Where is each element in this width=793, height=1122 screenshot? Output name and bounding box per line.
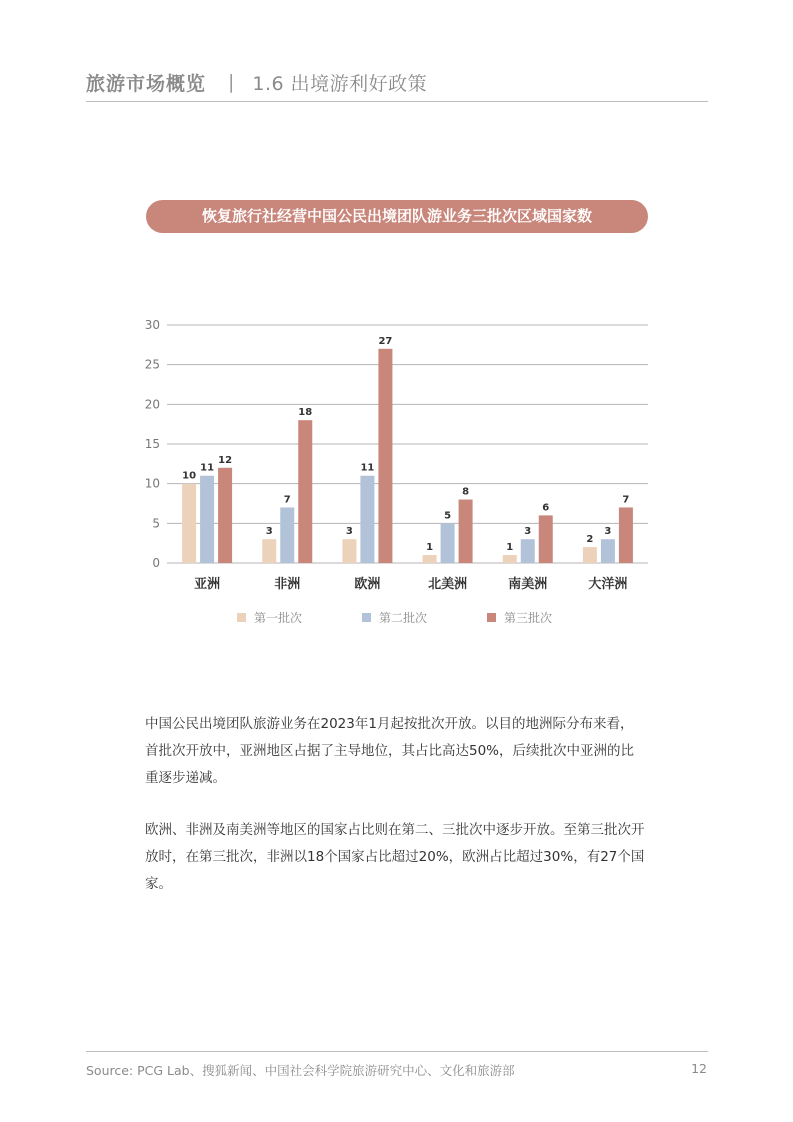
bar bbox=[503, 555, 517, 563]
data-label: 27 bbox=[378, 335, 393, 347]
bar bbox=[423, 555, 437, 563]
data-label: 11 bbox=[360, 462, 375, 474]
bar bbox=[182, 484, 196, 563]
source-note: Source: PCG Lab、搜狐新闻、中国社会科学院旅游研究中心、文化和旅游部 bbox=[86, 1063, 515, 1078]
bar bbox=[218, 468, 232, 563]
bar bbox=[521, 539, 535, 563]
bar bbox=[360, 476, 374, 563]
page-header bbox=[86, 64, 708, 100]
bar bbox=[583, 547, 597, 563]
footer-divider bbox=[86, 1051, 708, 1052]
header-separator: | bbox=[228, 71, 235, 93]
data-label: 1 bbox=[506, 542, 514, 554]
bar-chart bbox=[120, 305, 670, 645]
bar bbox=[262, 539, 276, 563]
data-label: 12 bbox=[218, 454, 233, 466]
data-label: 10 bbox=[182, 470, 197, 482]
header-divider bbox=[86, 101, 708, 102]
bar bbox=[539, 515, 553, 563]
data-label: 6 bbox=[542, 502, 550, 514]
section-title: 旅游市场概览 bbox=[86, 72, 207, 95]
body-paragraph-1: 中国公民出境团队旅游业务在2023年1月起按批次开放。以目的地洲际分布来看，首批次开放中，亚洲地区占据了主导地位，其占比高达50%，后续批次中亚洲的比重逐步递减。 bbox=[145, 716, 635, 786]
legend-swatch bbox=[487, 613, 496, 622]
legend-label: 第一批次 bbox=[254, 611, 303, 625]
data-label: 2 bbox=[586, 534, 594, 546]
data-label: 5 bbox=[444, 510, 452, 522]
data-label: 7 bbox=[283, 494, 291, 506]
bar bbox=[378, 349, 392, 563]
data-label: 3 bbox=[265, 526, 273, 538]
body-paragraph-2: 欧洲、非洲及南美洲等地区的国家占比则在第二、三批次中逐步开放。至第三批次开放时，在第三批次，非洲以18个国家占比超过20%，欧洲占比超过30%，有27个国家。 bbox=[145, 822, 645, 892]
data-label: 1 bbox=[426, 542, 434, 554]
subsection-title: 1.6 出境游利好政策 bbox=[252, 72, 428, 95]
data-label: 11 bbox=[200, 462, 215, 474]
data-label: 3 bbox=[345, 526, 353, 538]
data-label: 7 bbox=[622, 494, 630, 506]
legend-swatch bbox=[237, 613, 246, 622]
x-tick-label: 非洲 bbox=[274, 577, 301, 592]
bar bbox=[441, 523, 455, 563]
x-tick-label: 大洋洲 bbox=[588, 577, 628, 592]
x-tick-label: 北美洲 bbox=[428, 577, 468, 592]
y-tick-label: 15 bbox=[144, 437, 160, 451]
y-tick-label: 5 bbox=[152, 516, 160, 531]
legend-label: 第三批次 bbox=[504, 611, 553, 625]
y-tick-label: 30 bbox=[144, 318, 160, 332]
page-number: 12 bbox=[691, 1061, 707, 1076]
data-label: 3 bbox=[524, 526, 532, 538]
x-tick-label: 欧洲 bbox=[354, 577, 381, 592]
data-label: 18 bbox=[298, 407, 313, 419]
legend-swatch bbox=[362, 613, 371, 622]
y-tick-label: 20 bbox=[144, 397, 160, 412]
chart-title: 恢复旅行社经营中国公民出境团队游业务三批次区域国家数 bbox=[146, 200, 648, 233]
y-tick-label: 10 bbox=[144, 476, 160, 491]
data-label: 3 bbox=[604, 526, 612, 538]
bar bbox=[342, 539, 356, 563]
legend-label: 第二批次 bbox=[379, 611, 428, 625]
data-label: 8 bbox=[462, 486, 470, 498]
bar bbox=[200, 476, 214, 563]
x-tick-label: 亚洲 bbox=[194, 577, 221, 592]
bar bbox=[280, 507, 294, 563]
bar bbox=[619, 507, 633, 563]
bar bbox=[298, 420, 312, 563]
bar bbox=[601, 539, 615, 563]
x-tick-label: 南美洲 bbox=[508, 577, 548, 592]
y-tick-label: 25 bbox=[144, 357, 160, 372]
bar bbox=[459, 500, 473, 563]
y-tick-label: 0 bbox=[152, 556, 160, 570]
